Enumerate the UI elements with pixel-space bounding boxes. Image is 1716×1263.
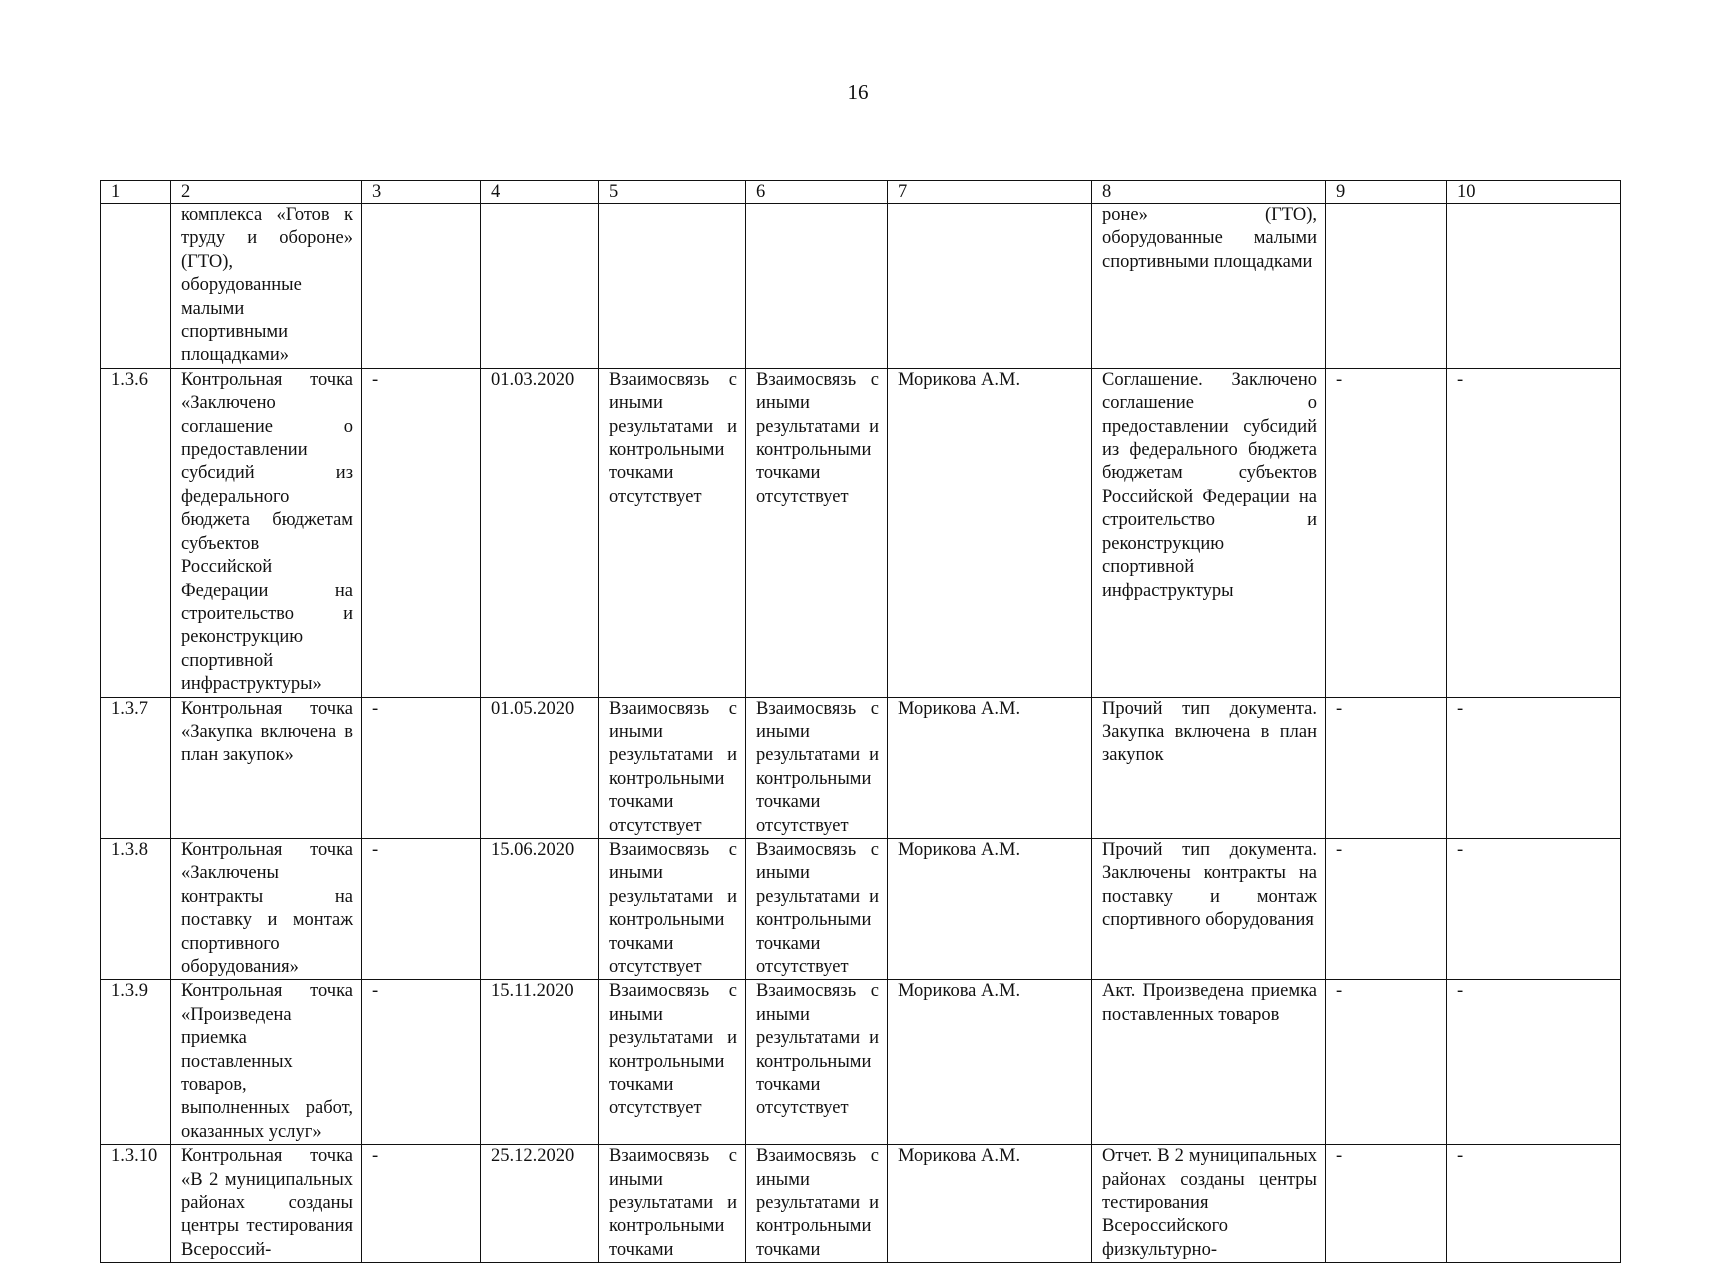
column-number: 5 <box>599 181 746 204</box>
page-number: 16 <box>847 80 869 104</box>
column-10-cell-text: - <box>1457 981 1464 1002</box>
responsible-person-cell <box>888 1145 1092 1263</box>
column-9-cell-text: - <box>1336 369 1343 390</box>
date-cell-text: 01.05.2020 <box>491 698 575 719</box>
date-cell <box>481 980 599 1145</box>
row-number-cell <box>101 697 171 838</box>
table-row <box>101 697 1621 838</box>
column-number: 2 <box>171 181 362 204</box>
document-type-cell-text: роне» (ГТО), оборудованные малыми спортивными площадками <box>1102 205 1317 272</box>
column-10-cell <box>1447 697 1621 838</box>
control-point-name-cell <box>171 838 362 979</box>
responsible-person-cell-text: Морикова А.М. <box>898 839 1021 860</box>
column-3-cell <box>362 980 481 1145</box>
column-3-cell <box>362 368 481 697</box>
control-point-name-cell-text: Контрольная точка «В 2 муниципальных районах созданы центры тестирования Всероссий- <box>181 1146 353 1260</box>
column-10-cell <box>1447 204 1621 369</box>
table-row <box>101 204 1621 369</box>
link-to-results-cell-text: Взаимосвязь с иными результатами и контрольными точками отсутствует <box>609 369 737 507</box>
date-cell <box>481 838 599 979</box>
date-cell-text: 25.12.2020 <box>491 1146 575 1167</box>
date-cell-text: 01.03.2020 <box>491 369 575 390</box>
control-point-name-cell <box>171 1145 362 1263</box>
column-10-cell <box>1447 368 1621 697</box>
control-point-name-cell-text: Контрольная точка «Заключены контракты на поставку и монтаж спортивного оборудования» <box>181 839 353 977</box>
row-number-cell <box>101 1145 171 1263</box>
row-number-cell-text: 1.3.10 <box>111 1146 158 1167</box>
responsible-person-cell <box>888 697 1092 838</box>
responsible-person-cell-text: Морикова А.М. <box>898 369 1021 390</box>
column-10-cell <box>1447 1145 1621 1263</box>
link-to-results-cell-text: Взаимосвязь с иными результатами и контрольными точками отсутствует <box>609 698 737 836</box>
column-number: 10 <box>1447 181 1621 204</box>
document-type-cell <box>1092 980 1326 1145</box>
document-type-cell-text: Акт. Произведена приемка поставленных товаров <box>1102 981 1317 1025</box>
document-type-cell <box>1092 697 1326 838</box>
table-row <box>101 368 1621 697</box>
row-number-cell-text: 1.3.8 <box>111 839 148 860</box>
column-10-cell <box>1447 980 1621 1145</box>
column-10-cell-text: - <box>1457 1146 1464 1167</box>
responsible-person-cell <box>888 838 1092 979</box>
document-type-cell <box>1092 1145 1326 1263</box>
link-to-results-cell <box>746 204 888 369</box>
date-cell-text: 15.11.2020 <box>491 981 574 1002</box>
column-9-cell-text: - <box>1336 839 1343 860</box>
responsible-person-cell-text: Морикова А.М. <box>898 981 1021 1002</box>
column-number: 6 <box>746 181 888 204</box>
row-number-cell-text: 1.3.6 <box>111 369 148 390</box>
link-to-results-cell <box>599 838 746 979</box>
column-number: 9 <box>1326 181 1447 204</box>
control-points-table <box>100 180 1621 1263</box>
control-point-name-cell <box>171 204 362 369</box>
column-9-cell <box>1326 368 1447 697</box>
row-number-cell <box>101 368 171 697</box>
link-to-results-cell <box>599 697 746 838</box>
table-row <box>101 1145 1621 1263</box>
column-3-cell-text: - <box>372 369 379 390</box>
responsible-person-cell-text: Морикова А.М. <box>898 1146 1021 1167</box>
link-to-results-cell-text: Взаимосвязь с иными результатами и контрольными точками отсутствует <box>756 839 879 977</box>
document-type-cell-text: Прочий тип документа. Закупка включена в план закупок <box>1102 698 1317 766</box>
control-point-name-cell-text: комплекса «Готов к труду и обороне» (ГТО), оборудованные малыми спортивными площадками» <box>181 205 353 366</box>
link-to-results-cell <box>746 980 888 1145</box>
column-3-cell <box>362 1145 481 1263</box>
responsible-person-cell-text: Морикова А.М. <box>898 698 1021 719</box>
column-number-row <box>101 181 1621 204</box>
control-point-name-cell-text: Контрольная точка «Закупка включена в план закупок» <box>181 698 353 766</box>
column-10-cell-text: - <box>1457 839 1464 860</box>
control-point-name-cell-text: Контрольная точка «Произведена приемка поставленных товаров, выполненных работ, оказанных услуг» <box>181 981 353 1142</box>
date-cell <box>481 697 599 838</box>
column-9-cell-text: - <box>1336 1146 1343 1167</box>
responsible-person-cell <box>888 980 1092 1145</box>
document-type-cell-text: Соглашение. Заключено соглашение о предоставлении субсидий из федерального бюджета бюджетам субъектов Российской Федерации на строительство и реконструкцию спортивной инфраструктуры <box>1102 369 1317 601</box>
column-9-cell-text: - <box>1336 698 1343 719</box>
date-cell-text: 15.06.2020 <box>491 839 575 860</box>
control-point-name-cell <box>171 368 362 697</box>
column-3-cell-text: - <box>372 698 379 719</box>
column-number: 7 <box>888 181 1092 204</box>
column-9-cell <box>1326 204 1447 369</box>
link-to-results-cell <box>746 697 888 838</box>
column-3-cell <box>362 838 481 979</box>
column-3-cell-text: - <box>372 839 379 860</box>
link-to-results-cell-text: Взаимосвязь с иными результатами и контрольными точками отсутствует <box>609 839 737 977</box>
table-row <box>101 838 1621 979</box>
column-number: 3 <box>362 181 481 204</box>
document-type-cell <box>1092 204 1326 369</box>
link-to-results-cell <box>746 1145 888 1263</box>
column-3-cell-text: - <box>372 1146 379 1167</box>
column-number: 1 <box>101 181 171 204</box>
row-number-cell-text: 1.3.7 <box>111 698 148 719</box>
control-point-name-cell-text: Контрольная точка «Заключено соглашение о предоставлении субсидий из федерального бюджета бюджетам субъектов Российской Федерации на строительство и реконструкцию спортивной инфраструктуры» <box>181 369 353 695</box>
responsible-person-cell <box>888 368 1092 697</box>
column-10-cell-text: - <box>1457 369 1464 390</box>
row-number-cell <box>101 980 171 1145</box>
date-cell <box>481 1145 599 1263</box>
document-type-cell-text: Прочий тип документа. Заключены контракты на поставку и монтаж спортивного оборудования <box>1102 839 1317 931</box>
link-to-results-cell <box>599 980 746 1145</box>
responsible-person-cell <box>888 204 1092 369</box>
link-to-results-cell <box>746 838 888 979</box>
link-to-results-cell <box>746 368 888 697</box>
document-type-cell <box>1092 838 1326 979</box>
column-3-cell <box>362 204 481 369</box>
date-cell <box>481 368 599 697</box>
column-9-cell <box>1326 697 1447 838</box>
control-point-name-cell <box>171 980 362 1145</box>
column-9-cell <box>1326 838 1447 979</box>
column-3-cell-text: - <box>372 981 379 1002</box>
column-9-cell-text: - <box>1336 981 1343 1002</box>
column-3-cell <box>362 697 481 838</box>
link-to-results-cell <box>599 204 746 369</box>
column-9-cell <box>1326 980 1447 1145</box>
column-9-cell <box>1326 1145 1447 1263</box>
link-to-results-cell-text: Взаимосвязь с иными результатами и контрольными точками отсутствует <box>756 369 879 507</box>
link-to-results-cell-text: Взаимосвязь с иными результатами и контрольными точками <box>756 1146 879 1260</box>
link-to-results-cell-text: Взаимосвязь с иными результатами и контрольными точками <box>609 1146 737 1260</box>
column-number: 8 <box>1092 181 1326 204</box>
link-to-results-cell <box>599 368 746 697</box>
column-10-cell <box>1447 838 1621 979</box>
link-to-results-cell-text: Взаимосвязь с иными результатами и контрольными точками отсутствует <box>609 981 737 1119</box>
table-row <box>101 980 1621 1145</box>
document-type-cell-text: Отчет. В 2 муниципальных районах созданы центры тестирования Всероссийского физкультурно- <box>1102 1146 1317 1260</box>
document-type-cell <box>1092 368 1326 697</box>
control-point-name-cell <box>171 697 362 838</box>
row-number-cell <box>101 204 171 369</box>
column-10-cell-text: - <box>1457 698 1464 719</box>
row-number-cell <box>101 838 171 979</box>
link-to-results-cell-text: Взаимосвязь с иными результатами и контрольными точками отсутствует <box>756 698 879 836</box>
column-number: 4 <box>481 181 599 204</box>
row-number-cell-text: 1.3.9 <box>111 981 148 1002</box>
link-to-results-cell <box>599 1145 746 1263</box>
link-to-results-cell-text: Взаимосвязь с иными результатами и контрольными точками отсутствует <box>756 981 879 1119</box>
table-body <box>101 181 1621 1263</box>
date-cell <box>481 204 599 369</box>
